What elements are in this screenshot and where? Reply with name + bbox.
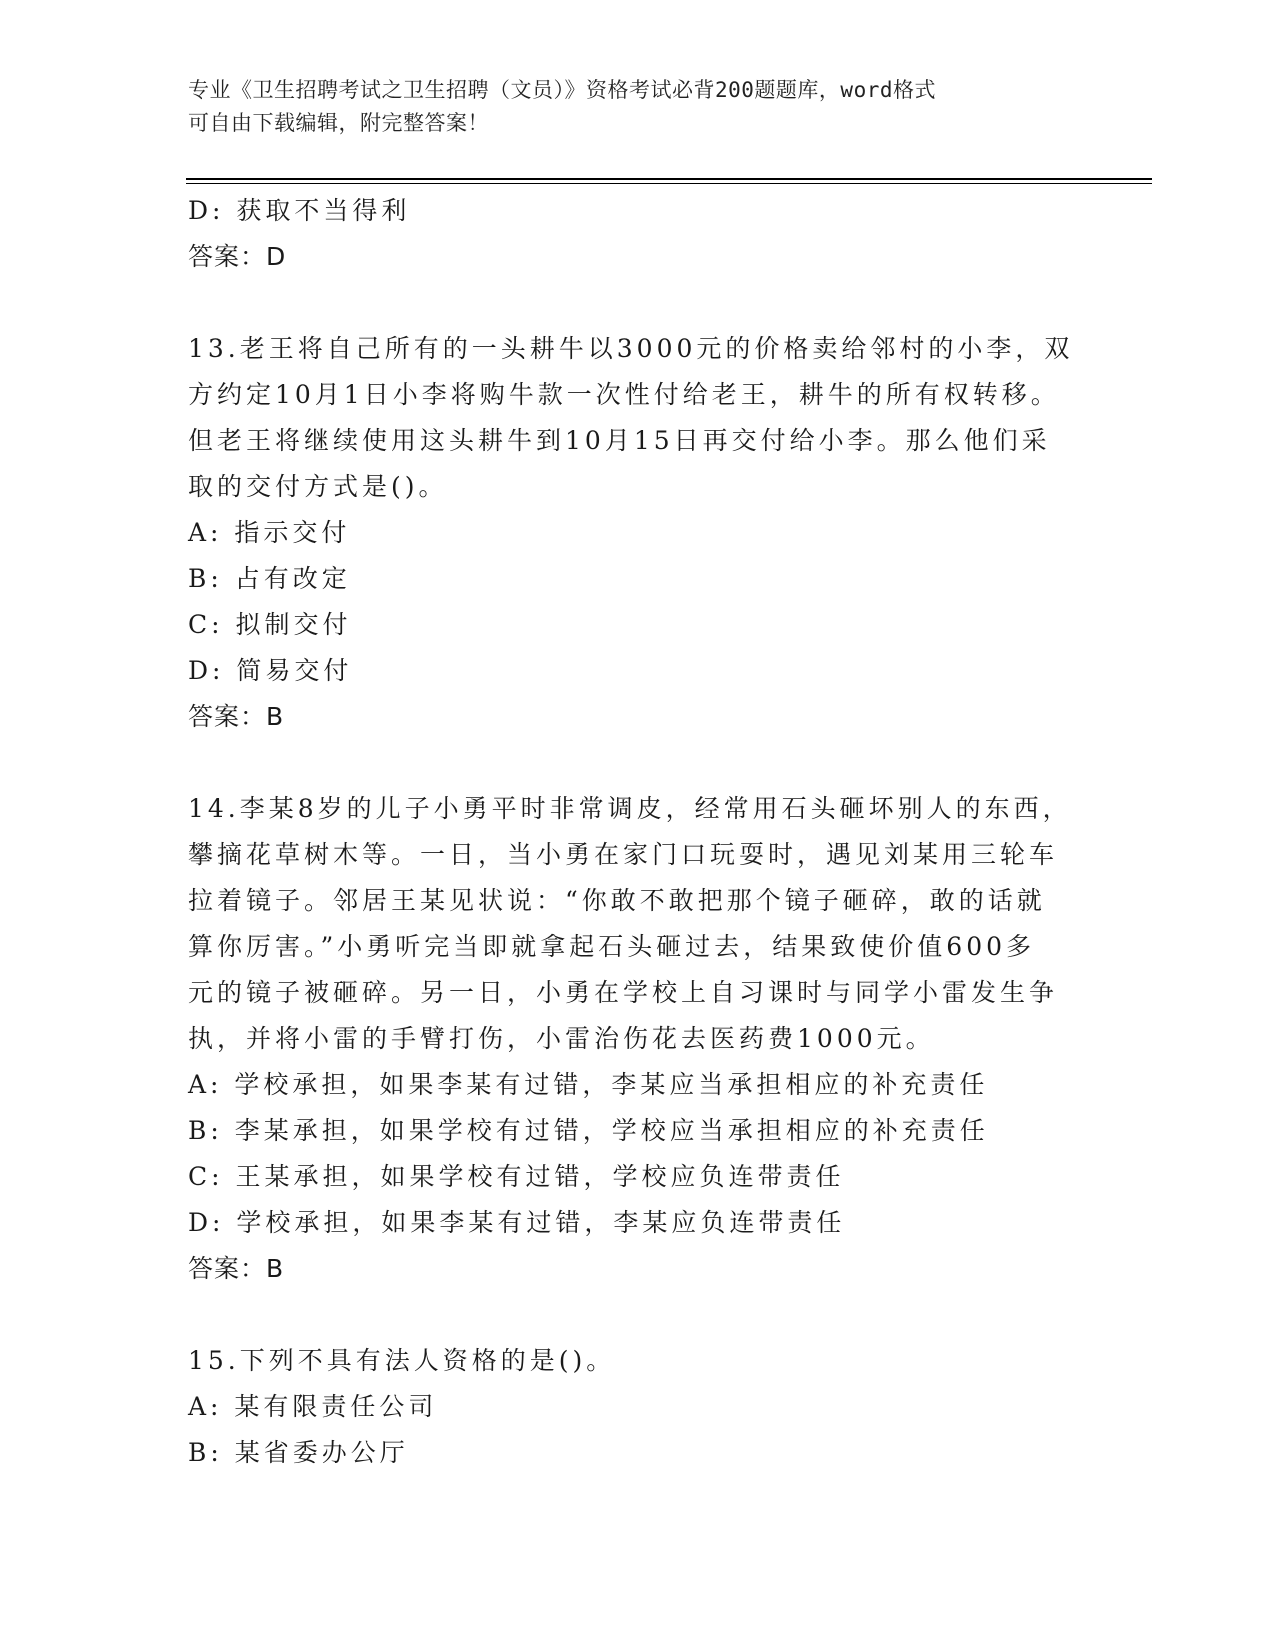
option-d: D: 学校承担，如果李某有过错，李某应负连带责任: [188, 1208, 846, 1237]
question-text-line: 算你厉害。”小勇听完当即就拿起石头砸过去，结果致使价值600多: [188, 932, 1036, 961]
spacer: [188, 740, 1068, 786]
question-text-line: 13.老王将自己所有的一头耕牛以3000元的价格卖给邻村的小李，双: [188, 334, 1074, 363]
option-c: C: 拟制交付: [188, 610, 352, 639]
option-b: B: 占有改定: [188, 564, 351, 593]
question-text-line: 14.李某8岁的儿子小勇平时非常调皮，经常用石头砸坏别人的东西，: [188, 794, 1072, 823]
header-divider-thin: [186, 183, 1152, 184]
question-15: [188, 1338, 1068, 1476]
question-13: [188, 326, 1074, 740]
question-text-line: 但老王将继续使用这头耕牛到10月15日再交付给小李。那么他们采: [188, 426, 1051, 455]
question-text-line: 执，并将小雷的手臂打伤，小雷治伤花去医药费1000元。: [188, 1024, 935, 1053]
document-header: [188, 74, 1068, 140]
question-12-tail: [188, 188, 1068, 280]
question-text-line: 15.下列不具有法人资格的是()。: [188, 1346, 616, 1375]
question-14: [188, 786, 1072, 1292]
option-a: A: 某有限责任公司: [188, 1392, 438, 1421]
answer-line: 答案：B: [188, 702, 285, 731]
spacer: [188, 1292, 1068, 1338]
answer-line: 答案：B: [188, 1254, 285, 1283]
option-c: C: 王某承担，如果学校有过错，学校应负连带责任: [188, 1162, 845, 1191]
question-text-line: 拉着镜子。邻居王某见状说：“你敢不敢把那个镜子砸碎，敢的话就: [188, 886, 1046, 915]
header-line-2: 可自由下载编辑，附完整答案！: [188, 111, 489, 135]
option-b: B: 李某承担，如果学校有过错，学校应当承担相应的补充责任: [188, 1116, 989, 1145]
header-line-1: 专业《卫生招聘考试之卫生招聘（文员）》资格考试必背200题题库，word格式: [188, 78, 936, 102]
option-b: B: 某省委办公厅: [188, 1438, 409, 1467]
question-text-line: 攀摘花草树木等。一日，当小勇在家门口玩耍时，遇见刘某用三轮车: [188, 840, 1059, 869]
header-divider-thick: [186, 178, 1152, 180]
question-text-line: 方约定10月1日小李将购牛款一次性付给老王，耕牛的所有权转移。: [188, 380, 1060, 409]
option-d: D: 获取不当得利: [188, 196, 411, 225]
option-a: A: 指示交付: [188, 518, 351, 547]
question-text-line: 元的镜子被砸碎。另一日，小勇在学校上自习课时与同学小雷发生争: [188, 978, 1059, 1007]
option-d: D: 简易交付: [188, 656, 353, 685]
answer-line: 答案：D: [188, 242, 287, 271]
question-text-line: 取的交付方式是()。: [188, 472, 448, 501]
spacer: [188, 280, 1068, 326]
option-a: A: 学校承担，如果李某有过错，李某应当承担相应的补充责任: [188, 1070, 989, 1099]
document-body: [188, 188, 1074, 1476]
